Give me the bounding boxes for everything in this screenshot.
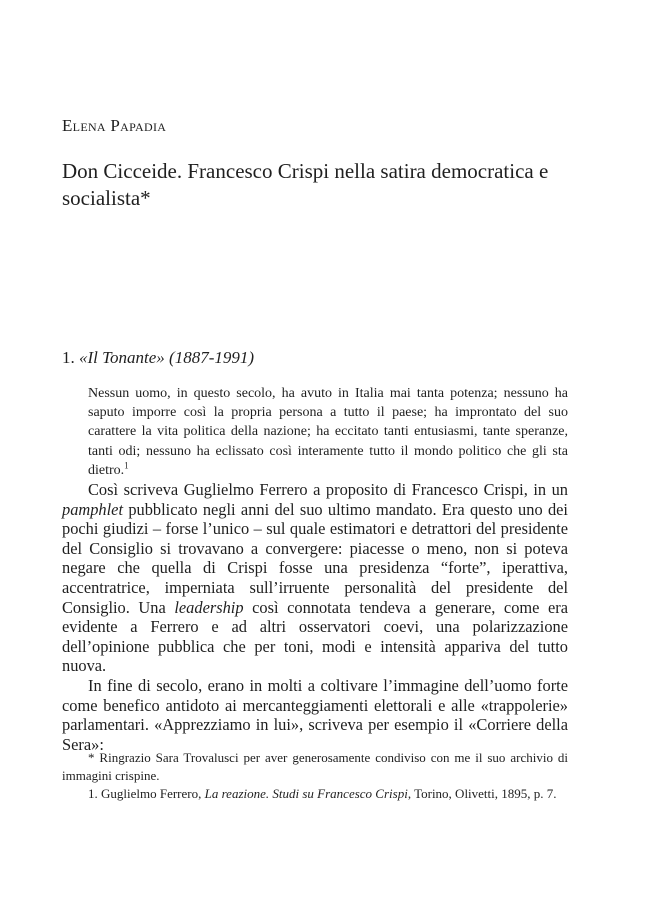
paragraph-1-emphasis-1: pamphlet [62, 499, 124, 519]
footnote-1-prefix: 1. Guglielmo Ferrero, [88, 786, 205, 801]
paragraph-1-emphasis-2: leadership [174, 597, 244, 617]
footnote-1 [62, 785, 568, 803]
paragraph-1-part-3: così connotata tendeva a generare, come era evidente a Ferrero e ad altri osservatori coevi, una polarizzazione dell’opinione pubblica che per toni, modi e intensità appariva del tutto nuova. [62, 597, 569, 676]
author-name: Elena Papadia [62, 116, 167, 135]
footnote-ref-1[interactable]: 1 [124, 460, 129, 471]
section-number: 1. [62, 348, 75, 367]
paragraph-1-part-2: pubblicato negli anni del suo ultimo mandato. Era questo uno dei pochi giudizi – forse l’unico – sul quale estimatori e detrattori del presidente del Consiglio si trovavano a convergere: piacesse o meno, non si poteva negare che quella di Crispi fosse una presidenza “forte”, iperattiva, accentratrice, imperniata sull’irruente personalità del presidente del Consiglio. Una [62, 499, 568, 617]
footnote-1-title: La reazione. Studi su Francesco Crispi [204, 786, 408, 801]
footnotes [62, 749, 568, 803]
section-title: «Il Tonante» (1887-1991) [79, 348, 255, 367]
section-heading [62, 348, 254, 368]
footnote-1-suffix: , Torino, Olivetti, 1895, p. 7. [407, 786, 557, 801]
article-title: Don Cicceide. Francesco Crispi nella satira democratica e socialista* [62, 159, 549, 210]
block-quote [88, 384, 568, 480]
quote-text: Nessun uomo, in questo secolo, ha avuto in Italia mai tanta potenza; nessuno ha saputo imporre così la propria persona a tutto il paese; ha improntato del suo carattere la vita politica della nazione; ha eccitato tanti entusiasmi, tante speranze, tanti odi; nessuno ha eclissato così interamente tutto il mondo politico che gli sta dietro. [88, 386, 568, 478]
footnote-star: * Ringrazio Sara Trovalusci per aver generosamente condiviso con me il suo archivio di immagini crispine. [62, 750, 568, 783]
paragraph-1-part-1: Così scriveva Guglielmo Ferrero a proposito di Francesco Crispi, in un [88, 480, 568, 499]
paragraph-2: In fine di secolo, erano in molti a coltivare l’immagine dell’uomo forte come benefico antidoto ai mercanteggiamenti elettorali e alle «trappolerie» parlamentari. «Apprezziamo in lui», scriveva per esempio il «Corriere della Sera»: [62, 675, 568, 754]
paragraph-1 [62, 480, 568, 676]
body-text [62, 480, 568, 754]
